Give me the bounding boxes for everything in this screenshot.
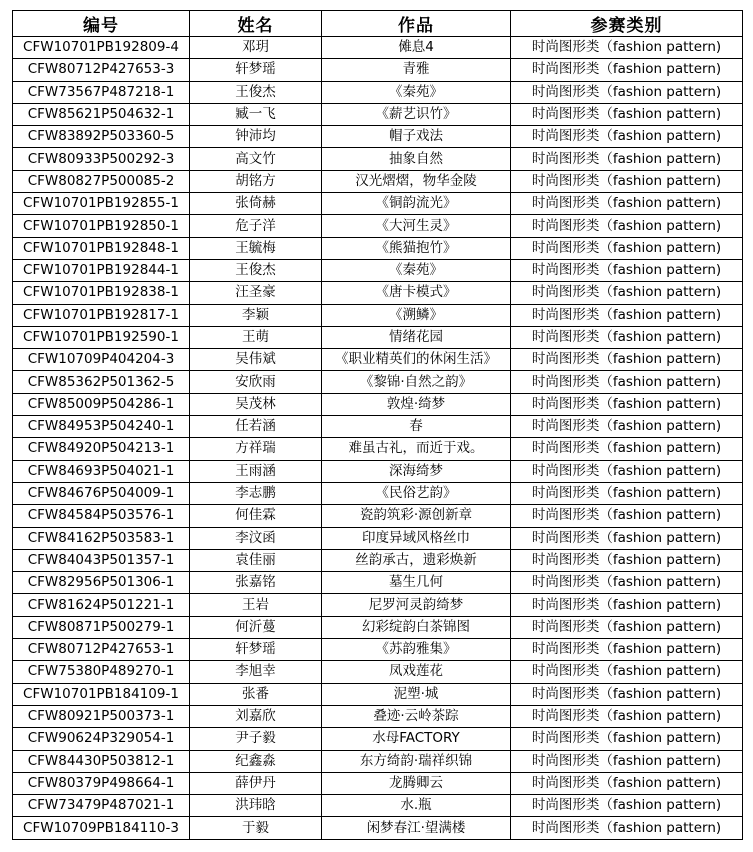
table-row (13, 326, 743, 348)
cell-name[interactable]: 王俊杰 (190, 259, 322, 281)
cell-category[interactable]: 时尚图形类（fashion pattern) (511, 616, 743, 638)
table-row (13, 639, 743, 661)
cell-id[interactable]: CFW84676P504009-1 (13, 482, 190, 504)
cell-work[interactable]: 敦煌·绮梦 (322, 393, 511, 415)
table-row (13, 170, 743, 192)
table-row (13, 215, 743, 237)
cell-category[interactable]: 时尚图形类（fashion pattern) (511, 326, 743, 348)
cell-id[interactable]: CFW82956P501306-1 (13, 572, 190, 594)
cell-id[interactable]: CFW10709P404204-3 (13, 349, 190, 371)
cell-work[interactable]: 闲梦春江·望满楼 (322, 817, 511, 839)
cell-category[interactable]: 时尚图形类（fashion pattern) (511, 795, 743, 817)
cell-category[interactable]: 时尚图形类（fashion pattern) (511, 215, 743, 237)
cell-id[interactable]: CFW10701PB184109-1 (13, 683, 190, 705)
cell-name[interactable]: 危子洋 (190, 215, 322, 237)
header-row (13, 11, 743, 37)
entries-table (12, 10, 743, 840)
table-row (13, 438, 743, 460)
cell-work[interactable]: 尼罗河灵韵绮梦 (322, 594, 511, 616)
cell-id[interactable]: CFW10701PB192848-1 (13, 237, 190, 259)
cell-work[interactable]: 帽子戏法 (322, 126, 511, 148)
cell-work[interactable]: 汉光熠熠，物华金陵 (322, 170, 511, 192)
cell-work[interactable]: 《民俗艺韵》 (322, 482, 511, 504)
cell-id[interactable]: CFW10701PB192855-1 (13, 193, 190, 215)
header-id[interactable]: 编号 (13, 11, 190, 37)
cell-category[interactable]: 时尚图形类（fashion pattern) (511, 594, 743, 616)
table-row (13, 393, 743, 415)
cell-work[interactable]: 墓生几何 (322, 572, 511, 594)
table-row (13, 817, 743, 839)
cell-id[interactable]: CFW84920P504213-1 (13, 438, 190, 460)
cell-id[interactable]: CFW80379P498664-1 (13, 772, 190, 794)
cell-category[interactable]: 时尚图形类（fashion pattern) (511, 505, 743, 527)
cell-category[interactable]: 时尚图形类（fashion pattern) (511, 438, 743, 460)
cell-work[interactable]: 《秦苑》 (322, 259, 511, 281)
cell-id[interactable]: CFW85621P504632-1 (13, 103, 190, 125)
cell-name[interactable]: 胡铭方 (190, 170, 322, 192)
cell-name[interactable]: 袁佳丽 (190, 549, 322, 571)
cell-category[interactable]: 时尚图形类（fashion pattern) (511, 572, 743, 594)
cell-id[interactable]: CFW84043P501357-1 (13, 549, 190, 571)
cell-work[interactable]: 丝韵承古，遗彩焕新 (322, 549, 511, 571)
cell-work[interactable]: 春 (322, 416, 511, 438)
cell-work[interactable]: 水.瓶 (322, 795, 511, 817)
cell-category[interactable]: 时尚图形类（fashion pattern) (511, 170, 743, 192)
cell-id[interactable]: CFW84430P503812-1 (13, 750, 190, 772)
cell-id[interactable]: CFW84693P504021-1 (13, 460, 190, 482)
cell-id[interactable]: CFW75380P489270-1 (13, 661, 190, 683)
cell-name[interactable]: 尹子毅 (190, 728, 322, 750)
cell-category[interactable]: 时尚图形类（fashion pattern) (511, 126, 743, 148)
cell-category[interactable]: 时尚图形类（fashion pattern) (511, 683, 743, 705)
table-row (13, 349, 743, 371)
cell-id[interactable]: CFW80933P500292-3 (13, 148, 190, 170)
cell-id[interactable]: CFW10701PB192838-1 (13, 282, 190, 304)
cell-id[interactable]: CFW80712P427653-1 (13, 639, 190, 661)
cell-id[interactable]: CFW80921P500373-1 (13, 705, 190, 727)
cell-category[interactable]: 时尚图形类（fashion pattern) (511, 817, 743, 839)
cell-name[interactable]: 李颖 (190, 304, 322, 326)
cell-work[interactable]: 泥塑·城 (322, 683, 511, 705)
cell-category[interactable]: 时尚图形类（fashion pattern) (511, 705, 743, 727)
cell-work[interactable]: 东方绮韵·瑞祥织锦 (322, 750, 511, 772)
cell-id[interactable]: CFW10701PB192590-1 (13, 326, 190, 348)
cell-work[interactable]: 龙腾卿云 (322, 772, 511, 794)
cell-name[interactable]: 于毅 (190, 817, 322, 839)
table-row (13, 594, 743, 616)
cell-name[interactable]: 洪玮晗 (190, 795, 322, 817)
cell-name[interactable]: 轩梦瑶 (190, 59, 322, 81)
cell-category[interactable]: 时尚图形类（fashion pattern) (511, 482, 743, 504)
cell-name[interactable]: 安欣雨 (190, 371, 322, 393)
cell-category[interactable]: 时尚图形类（fashion pattern) (511, 416, 743, 438)
table-row (13, 193, 743, 215)
cell-work[interactable]: 幻彩绽韵白茶锦图 (322, 616, 511, 638)
cell-name[interactable]: 轩梦瑶 (190, 639, 322, 661)
cell-id[interactable]: CFW80871P500279-1 (13, 616, 190, 638)
cell-category[interactable]: 时尚图形类（fashion pattern) (511, 728, 743, 750)
cell-work[interactable]: 抽象自然 (322, 148, 511, 170)
cell-name[interactable]: 李志鹏 (190, 482, 322, 504)
cell-id[interactable]: CFW10701PB192809-4 (13, 37, 190, 59)
cell-name[interactable]: 汪圣豪 (190, 282, 322, 304)
spreadsheet-sheet (12, 10, 742, 840)
cell-category[interactable]: 时尚图形类（fashion pattern) (511, 282, 743, 304)
cell-name[interactable]: 纪鑫淼 (190, 750, 322, 772)
cell-id[interactable]: CFW85009P504286-1 (13, 393, 190, 415)
cell-id[interactable]: CFW10701PB192844-1 (13, 259, 190, 281)
cell-work[interactable]: 深海绮梦 (322, 460, 511, 482)
table-row (13, 482, 743, 504)
cell-name[interactable]: 王毓梅 (190, 237, 322, 259)
header-work[interactable]: 作品 (322, 11, 511, 37)
table-row (13, 772, 743, 794)
cell-category[interactable]: 时尚图形类（fashion pattern) (511, 103, 743, 125)
cell-category[interactable]: 时尚图形类（fashion pattern) (511, 81, 743, 103)
cell-name[interactable]: 臧一飞 (190, 103, 322, 125)
table-row (13, 126, 743, 148)
cell-id[interactable]: CFW80827P500085-2 (13, 170, 190, 192)
cell-name[interactable]: 王雨涵 (190, 460, 322, 482)
cell-name[interactable]: 邓玥 (190, 37, 322, 59)
table-row (13, 237, 743, 259)
cell-work[interactable]: 水母FACTORY (322, 728, 511, 750)
cell-name[interactable]: 方祥瑞 (190, 438, 322, 460)
cell-name[interactable]: 李旭幸 (190, 661, 322, 683)
cell-category[interactable]: 时尚图形类（fashion pattern) (511, 527, 743, 549)
cell-id[interactable]: CFW80712P427653-3 (13, 59, 190, 81)
cell-work[interactable]: 《秦苑》 (322, 81, 511, 103)
table-row (13, 148, 743, 170)
header-name[interactable]: 姓名 (190, 11, 322, 37)
cell-id[interactable]: CFW84162P503583-1 (13, 527, 190, 549)
cell-work[interactable]: 《黎锦·自然之韵》 (322, 371, 511, 393)
cell-work[interactable]: 《大河生灵》 (322, 215, 511, 237)
table-row (13, 683, 743, 705)
table-row (13, 572, 743, 594)
table-row (13, 103, 743, 125)
table-row (13, 728, 743, 750)
cell-name[interactable]: 李汶函 (190, 527, 322, 549)
cell-name[interactable]: 高文竹 (190, 148, 322, 170)
cell-work[interactable]: 《溯鳞》 (322, 304, 511, 326)
table-row (13, 59, 743, 81)
cell-category[interactable]: 时尚图形类（fashion pattern) (511, 193, 743, 215)
cell-id[interactable]: CFW73567P487218-1 (13, 81, 190, 103)
cell-id[interactable]: CFW10701PB192817-1 (13, 304, 190, 326)
cell-work[interactable]: 青雅 (322, 59, 511, 81)
table-row (13, 416, 743, 438)
cell-work[interactable]: 叠迹·云岭茶踪 (322, 705, 511, 727)
cell-name[interactable]: 王岩 (190, 594, 322, 616)
cell-name[interactable]: 张番 (190, 683, 322, 705)
cell-name[interactable]: 吴茂林 (190, 393, 322, 415)
table-row (13, 371, 743, 393)
table-body (13, 37, 743, 840)
cell-work[interactable]: 印度异域风格丝巾 (322, 527, 511, 549)
cell-work[interactable]: 《苏韵雅集》 (322, 639, 511, 661)
table-row (13, 750, 743, 772)
cell-category[interactable]: 时尚图形类（fashion pattern) (511, 59, 743, 81)
cell-name[interactable]: 刘嘉欣 (190, 705, 322, 727)
cell-name[interactable]: 钟沛均 (190, 126, 322, 148)
cell-id[interactable]: CFW10701PB192850-1 (13, 215, 190, 237)
cell-work[interactable]: 《职业精英们的休闲生活》 (322, 349, 511, 371)
cell-id[interactable]: CFW81624P501221-1 (13, 594, 190, 616)
table-row (13, 505, 743, 527)
cell-work[interactable]: 《薪艺识竹》 (322, 103, 511, 125)
cell-category[interactable]: 时尚图形类（fashion pattern) (511, 259, 743, 281)
cell-category[interactable]: 时尚图形类（fashion pattern) (511, 148, 743, 170)
cell-category[interactable]: 时尚图形类（fashion pattern) (511, 661, 743, 683)
cell-category[interactable]: 时尚图形类（fashion pattern) (511, 460, 743, 482)
cell-id[interactable]: CFW10709PB184110-3 (13, 817, 190, 839)
cell-name[interactable]: 张倚赫 (190, 193, 322, 215)
cell-name[interactable]: 王俊杰 (190, 81, 322, 103)
table-row (13, 282, 743, 304)
cell-category[interactable]: 时尚图形类（fashion pattern) (511, 393, 743, 415)
cell-category[interactable]: 时尚图形类（fashion pattern) (511, 750, 743, 772)
table-row (13, 81, 743, 103)
cell-id[interactable]: CFW85362P501362-5 (13, 371, 190, 393)
cell-work[interactable]: 难虽古礼，而近于戏。 (322, 438, 511, 460)
cell-name[interactable]: 王萌 (190, 326, 322, 348)
cell-name[interactable]: 何佳霖 (190, 505, 322, 527)
cell-name[interactable]: 张嘉铭 (190, 572, 322, 594)
cell-work[interactable]: 情绪花园 (322, 326, 511, 348)
cell-name[interactable]: 吴伟斌 (190, 349, 322, 371)
table-row (13, 616, 743, 638)
cell-name[interactable]: 薛伊丹 (190, 772, 322, 794)
table-row (13, 259, 743, 281)
cell-work[interactable]: 《铜韵流光》 (322, 193, 511, 215)
cell-work[interactable]: 凤戏莲花 (322, 661, 511, 683)
cell-category[interactable]: 时尚图形类（fashion pattern) (511, 639, 743, 661)
cell-id[interactable]: CFW83892P503360-5 (13, 126, 190, 148)
table-row (13, 304, 743, 326)
table-row (13, 661, 743, 683)
cell-category[interactable]: 时尚图形类（fashion pattern) (511, 772, 743, 794)
table-row (13, 460, 743, 482)
cell-id[interactable]: CFW84584P503576-1 (13, 505, 190, 527)
header-category[interactable]: 参赛类别 (511, 11, 743, 37)
cell-work[interactable]: 傩息4 (322, 37, 511, 59)
table-row (13, 549, 743, 571)
table-row (13, 527, 743, 549)
cell-work[interactable]: 《唐卡模式》 (322, 282, 511, 304)
cell-category[interactable]: 时尚图形类（fashion pattern) (511, 549, 743, 571)
cell-id[interactable]: CFW90624P329054-1 (13, 728, 190, 750)
cell-category[interactable]: 时尚图形类（fashion pattern) (511, 237, 743, 259)
cell-name[interactable]: 任若涵 (190, 416, 322, 438)
cell-name[interactable]: 何沂蔓 (190, 616, 322, 638)
cell-work[interactable]: 《熊猫抱竹》 (322, 237, 511, 259)
table-row (13, 37, 743, 59)
table-row (13, 705, 743, 727)
cell-id[interactable]: CFW73479P487021-1 (13, 795, 190, 817)
cell-category[interactable]: 时尚图形类（fashion pattern) (511, 304, 743, 326)
cell-id[interactable]: CFW84953P504240-1 (13, 416, 190, 438)
table-row (13, 795, 743, 817)
cell-category[interactable]: 时尚图形类（fashion pattern) (511, 371, 743, 393)
cell-work[interactable]: 瓷韵筑彩·源创新章 (322, 505, 511, 527)
cell-category[interactable]: 时尚图形类（fashion pattern) (511, 349, 743, 371)
cell-category[interactable]: 时尚图形类（fashion pattern) (511, 37, 743, 59)
